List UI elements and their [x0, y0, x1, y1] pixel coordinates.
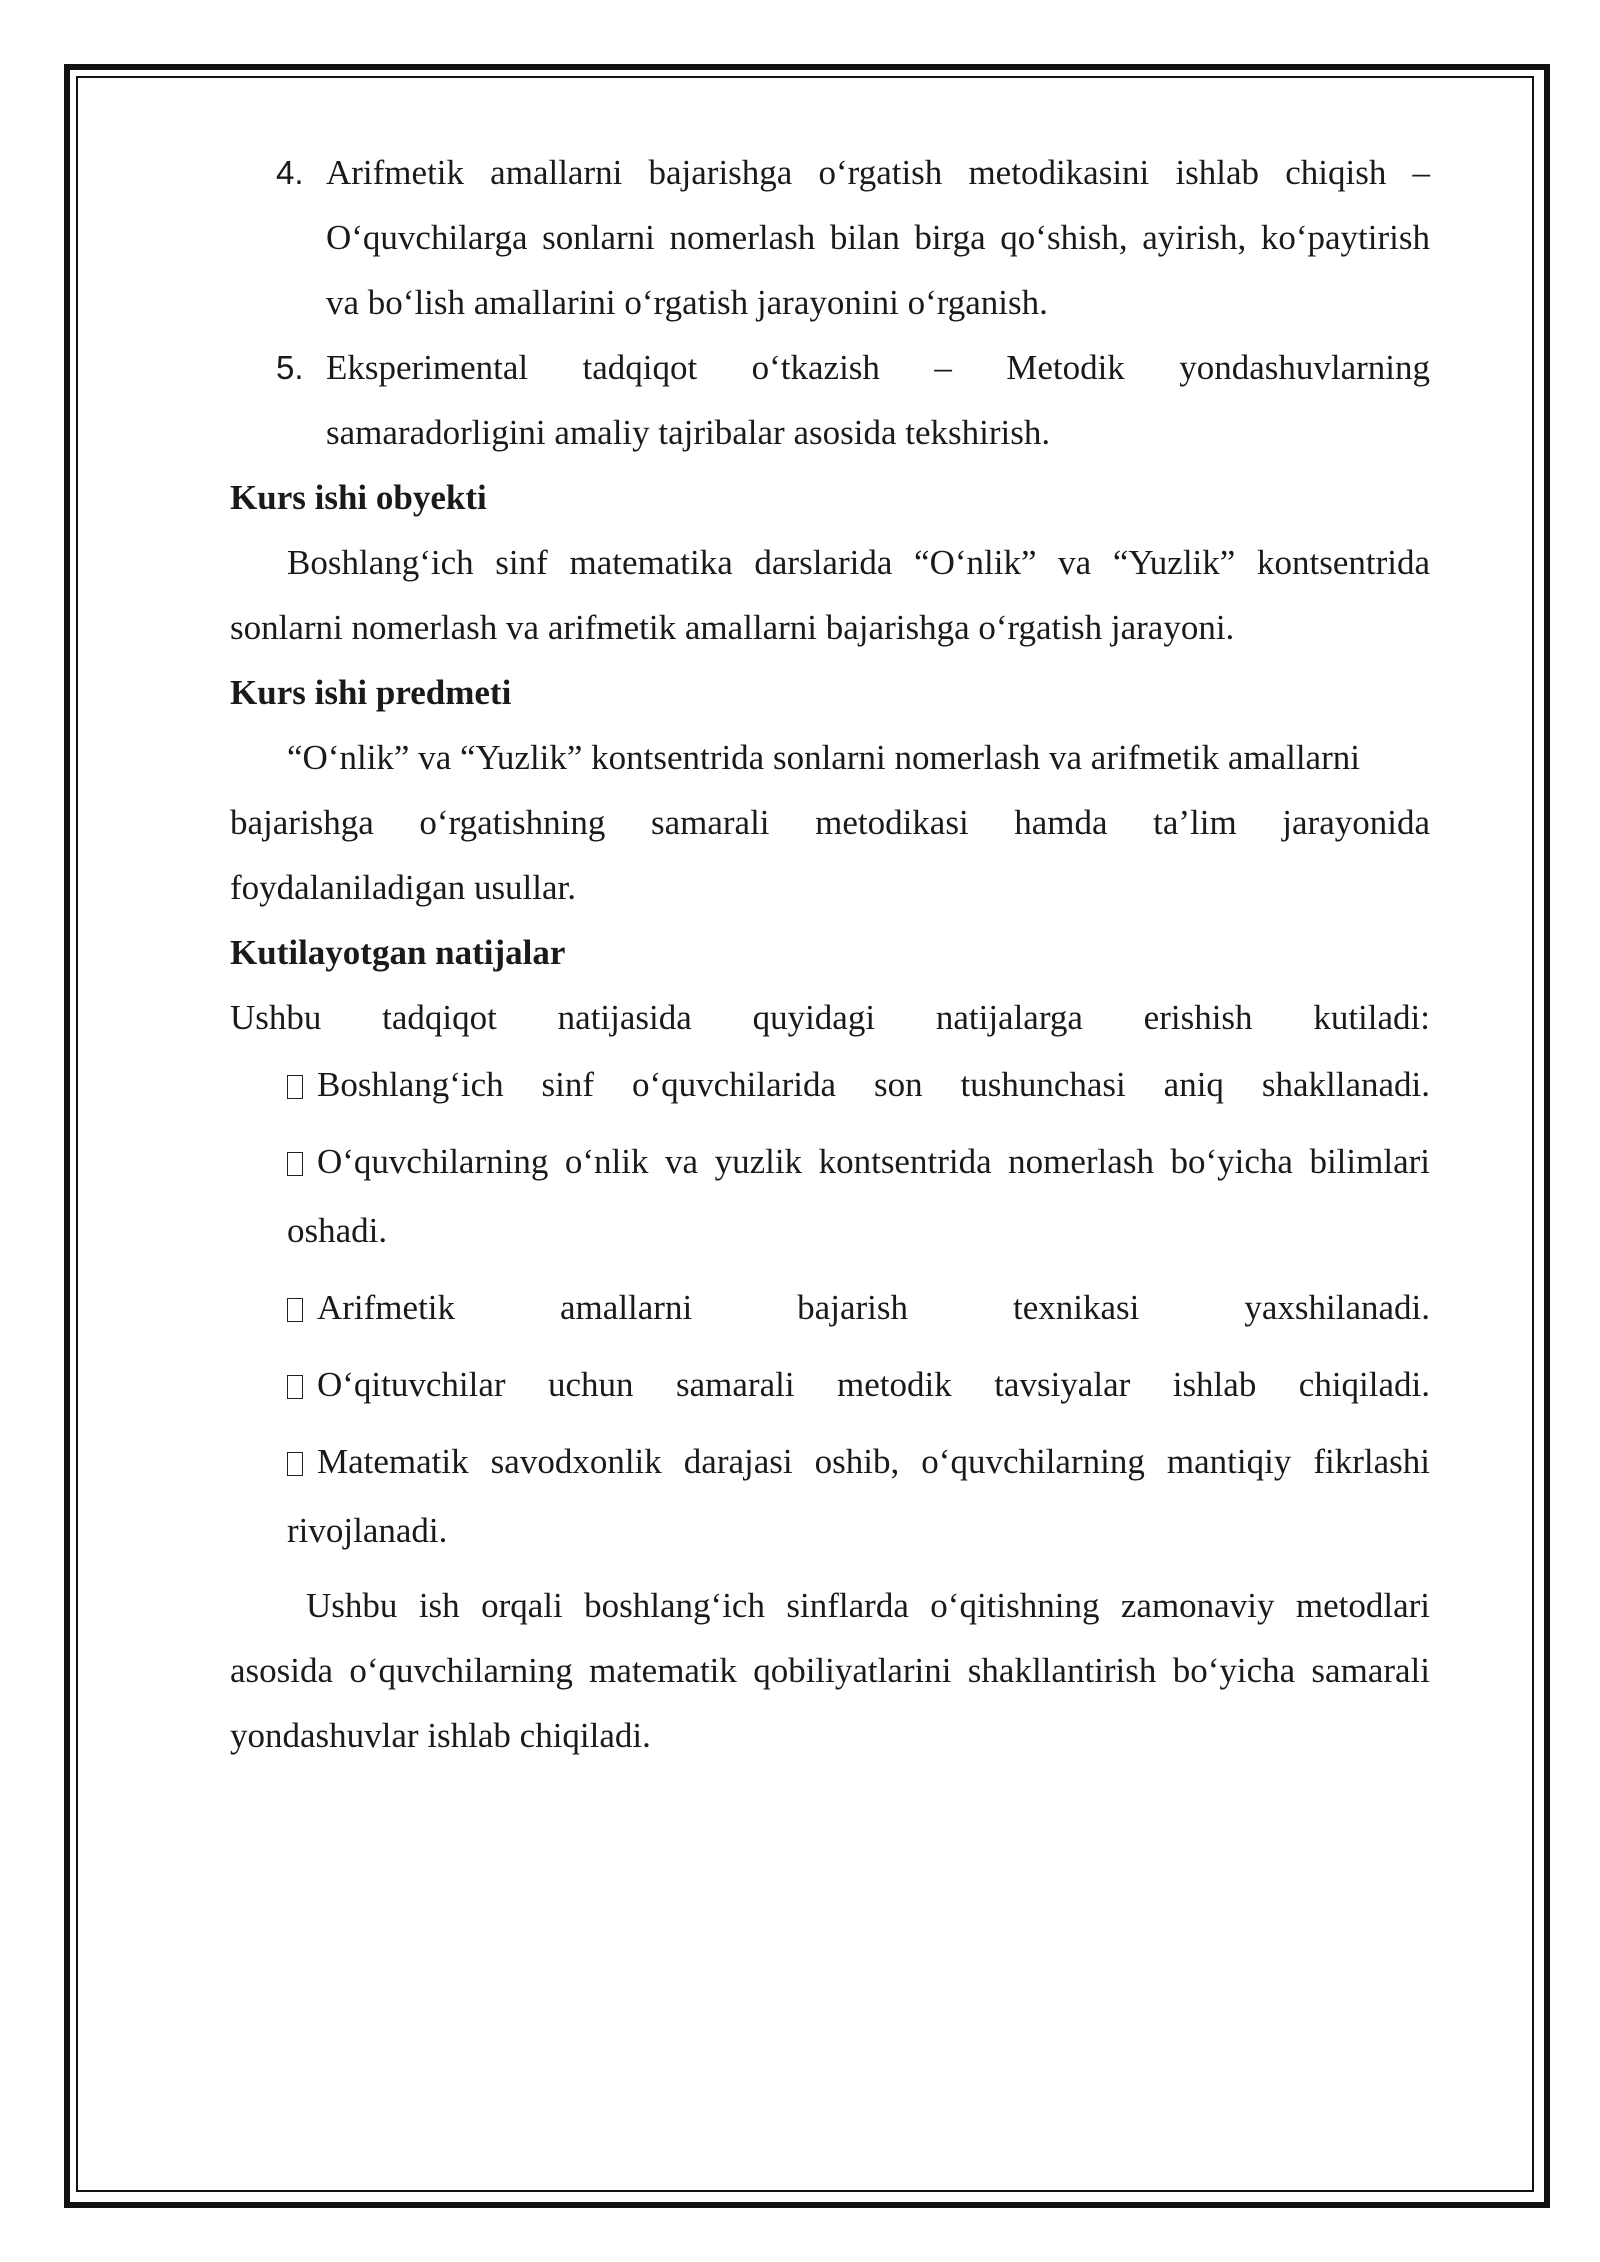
results-heading: Kutilayotgan natijalar [230, 933, 566, 972]
bullet-text: O‘qituvchilar uchun samarali metodik tavsiyalar ishlab chiqiladi. [317, 1365, 1430, 1404]
subject-paragraph-line1: “O‘nlik” va “Yuzlik” kontsentrida sonlarni nomerlash va arifmetik amallarni [287, 738, 1360, 777]
bullet-text: Arifmetik amallarni bajarish texnikasi yaxshilanadi. [317, 1288, 1430, 1327]
results-intro: Ushbu tadqiqot natijasida quyidagi natijalarga erishish kutiladi: [230, 998, 1430, 1037]
bullet-text: O‘quvchilarning o‘nlik va yuzlik kontsentrida nomerlash bo‘yicha bilimlari oshadi. [287, 1142, 1430, 1250]
results-bullet-item [230, 1273, 1430, 1342]
item-number: 5. [276, 349, 304, 386]
object-paragraph: Boshlang‘ich sinf matematika darslarida “O‘nlik” va “Yuzlik” kontsentrida sonlarni nomerlash va arifmetik amallarni bajarishga o‘rgatish jarayoni. [230, 543, 1430, 647]
bullet-box-icon [287, 1075, 303, 1099]
results-bullet-item [230, 1050, 1430, 1119]
bullet-box-icon [287, 1375, 303, 1399]
bullet-box-icon [287, 1452, 303, 1476]
bullet-text: Boshlang‘ich sinf o‘quvchilarida son tushunchasi aniq shakllanadi. [317, 1065, 1430, 1104]
item-text: Arifmetik amallarni bajarishga o‘rgatish metodikasini ishlab chiqish – O‘quvchilarga sonlarni nomerlash bilan birga qo‘shish, ayirish, ko‘paytirish va bo‘lish amallarini o‘rgatish jarayonini o‘rganish. [326, 153, 1430, 322]
subject-heading: Kurs ishi predmeti [230, 673, 512, 712]
bullet-box-icon [287, 1152, 303, 1176]
results-bullet-item [230, 1350, 1430, 1419]
numbered-item-5 [230, 335, 1430, 465]
object-heading: Kurs ishi obyekti [230, 478, 487, 517]
item-number: 4. [276, 154, 304, 191]
numbered-item-4 [230, 140, 1430, 335]
document-body [230, 140, 1430, 1768]
results-bullet-item [230, 1427, 1430, 1565]
results-bullet-item [230, 1127, 1430, 1265]
bullet-text: Matematik savodxonlik darajasi oshib, o‘quvchilarning mantiqiy fikrlashi rivojlanadi. [287, 1442, 1430, 1550]
subject-paragraph-line2: bajarishga o‘rgatishning samarali metodikasi hamda ta’lim jarayonida foydalaniladigan usullar. [230, 803, 1430, 907]
conclusion-paragraph: Ushbu ish orqali boshlang‘ich sinflarda o‘qitishning zamonaviy metodlari asosida o‘quvchilarning matematik qobiliyatlarini shakllantirish bo‘yicha samarali yondashuvlar ishlab chiqiladi. [230, 1586, 1430, 1755]
bullet-box-icon [287, 1298, 303, 1322]
item-text: Eksperimental tadqiqot o‘tkazish – Metodik yondashuvlarning samaradorligini amaliy tajribalar asosida tekshirish. [326, 348, 1430, 452]
